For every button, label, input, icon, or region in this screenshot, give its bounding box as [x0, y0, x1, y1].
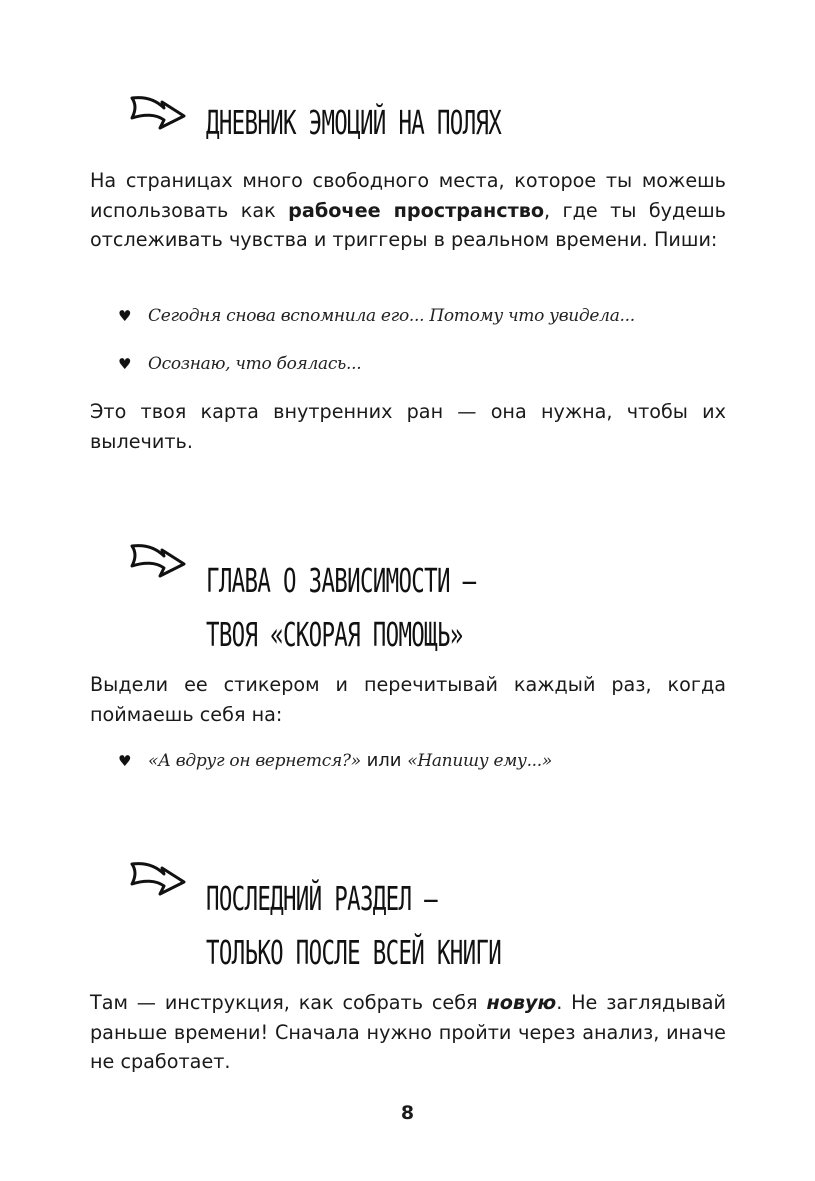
section-2-intro: Выдели ее стикером и перечитывай каждый раз, когда поймаешь себя на:	[90, 673, 726, 726]
section-heading: ГЛАВА О ЗАВИСИМОСТИ — ТВОЯ «СКОРАЯ ПОМОЩЬ»	[206, 561, 476, 654]
curved-arrow-icon	[128, 858, 188, 902]
list-item: ♥ «А вдруг он вернется?» или «Напишу ему...»	[118, 747, 738, 775]
section-1-intro: На страницах много свободного места, которое ты можешь использовать как рабочее пространство, где ты будешь отслеживать чувства и триггеры в реальном времени. Пиши:	[90, 169, 726, 251]
section-3-text: Там — инструкция, как собрать себя новую. Не заглядывай раньше времени! Сначала нужно пройти через анализ, иначе не сработает.	[90, 991, 726, 1073]
page-number: 8	[400, 1102, 415, 1124]
curved-arrow-icon	[128, 92, 188, 136]
section-heading: ДНЕВНИК ЭМОЦИЙ НА ПОЛЯХ	[206, 103, 502, 142]
curved-arrow-icon	[128, 540, 188, 584]
heart-icon: ♥	[118, 752, 132, 770]
bold-phrase: рабочее пространство	[288, 198, 545, 222]
heart-icon: ♥	[118, 355, 132, 373]
list-item: ♥ Сегодня снова вспомнила его... Потому что увидела...	[118, 302, 738, 330]
emphasis-word: новую	[486, 991, 557, 1014]
heart-icon: ♥	[118, 307, 132, 325]
list-item: ♥ Осознаю, что боялась...	[118, 350, 738, 378]
section-1-outro: Это твоя карта внутренних ран — она нужна, чтобы их вылечить.	[90, 400, 726, 453]
section-heading: ПОСЛЕДНИЙ РАЗДЕЛ — ТОЛЬКО ПОСЛЕ ВСЕЙ КНИГИ	[206, 879, 502, 972]
